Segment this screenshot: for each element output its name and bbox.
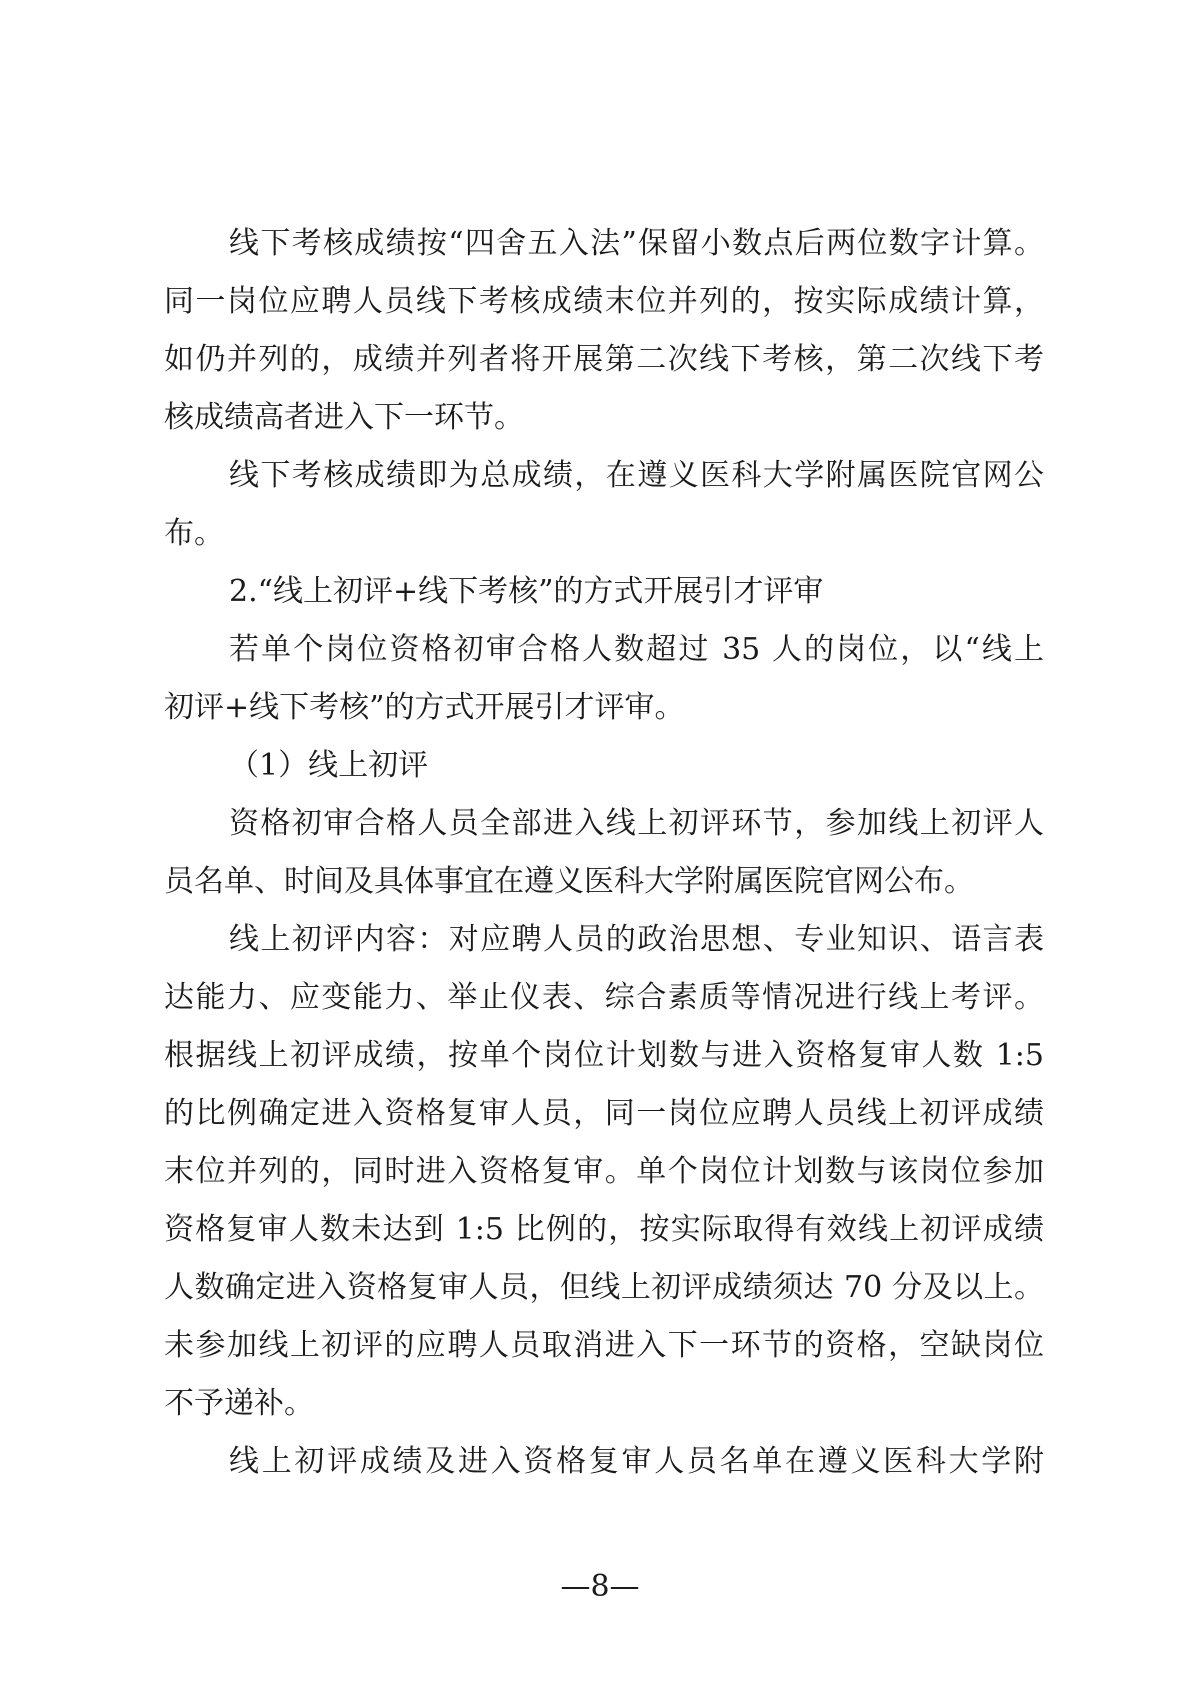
paragraph-line: 线上初评成绩及进入资格复审人员名单在遵义医科大学附 — [229, 1444, 1044, 1479]
paragraph-line: 未参加线上初评的应聘人员取消进入下一环节的资格，空缺岗位 — [164, 1328, 1044, 1363]
paragraph-line: 核成绩高者进入下一环节。 — [164, 400, 524, 435]
paragraph-line: 资格复审人数未达到 1:5 比例的，按实际取得有效线上初评成绩 — [164, 1212, 1044, 1247]
paragraph-line: 根据线上初评成绩，按单个岗位计划数与进入资格复审人数 1:5 — [164, 1038, 1044, 1073]
paragraph-line: 线下考核成绩按“四舍五入法”保留小数点后两位数字计算。 — [229, 226, 1044, 261]
paragraph-line: 达能力、应变能力、举止仪表、综合素质等情况进行线上考评。 — [164, 980, 1044, 1015]
paragraph-line: 若单个岗位资格初审合格人数超过 35 人的岗位，以“线上 — [229, 632, 1044, 667]
paragraph-line: 线上初评内容：对应聘人员的政治思想、专业知识、语言表 — [229, 922, 1044, 957]
page-number: —8— — [560, 1569, 640, 1604]
paragraph-line: 布。 — [164, 516, 224, 551]
paragraph-line: 人数确定进入资格复审人员，但线上初评成绩须达 70 分及以上。 — [164, 1270, 1044, 1305]
paragraph-line: 资格初审合格人员全部进入线上初评环节，参加线上初评人 — [229, 806, 1044, 841]
subsection-heading: （1）线上初评 — [229, 748, 429, 783]
section-heading: 2.“线上初评+线下考核”的方式开展引才评审 — [229, 574, 824, 609]
paragraph-line: 初评+线下考核”的方式开展引才评审。 — [164, 690, 685, 725]
paragraph-line: 如仍并列的，成绩并列者将开展第二次线下考核，第二次线下考 — [164, 342, 1044, 377]
paragraph-line: 的比例确定进入资格复审人员，同一岗位应聘人员线上初评成绩 — [164, 1096, 1044, 1131]
paragraph-line: 不予递补。 — [164, 1386, 314, 1421]
paragraph-line: 同一岗位应聘人员线下考核成绩末位并列的，按实际成绩计算， — [164, 284, 1044, 319]
paragraph-line: 员名单、时间及具体事宜在遵义医科大学附属医院官网公布。 — [164, 864, 974, 899]
paragraph-line: 线下考核成绩即为总成绩，在遵义医科大学附属医院官网公 — [229, 458, 1044, 493]
paragraph-line: 末位并列的，同时进入资格复审。单个岗位计划数与该岗位参加 — [164, 1154, 1044, 1189]
